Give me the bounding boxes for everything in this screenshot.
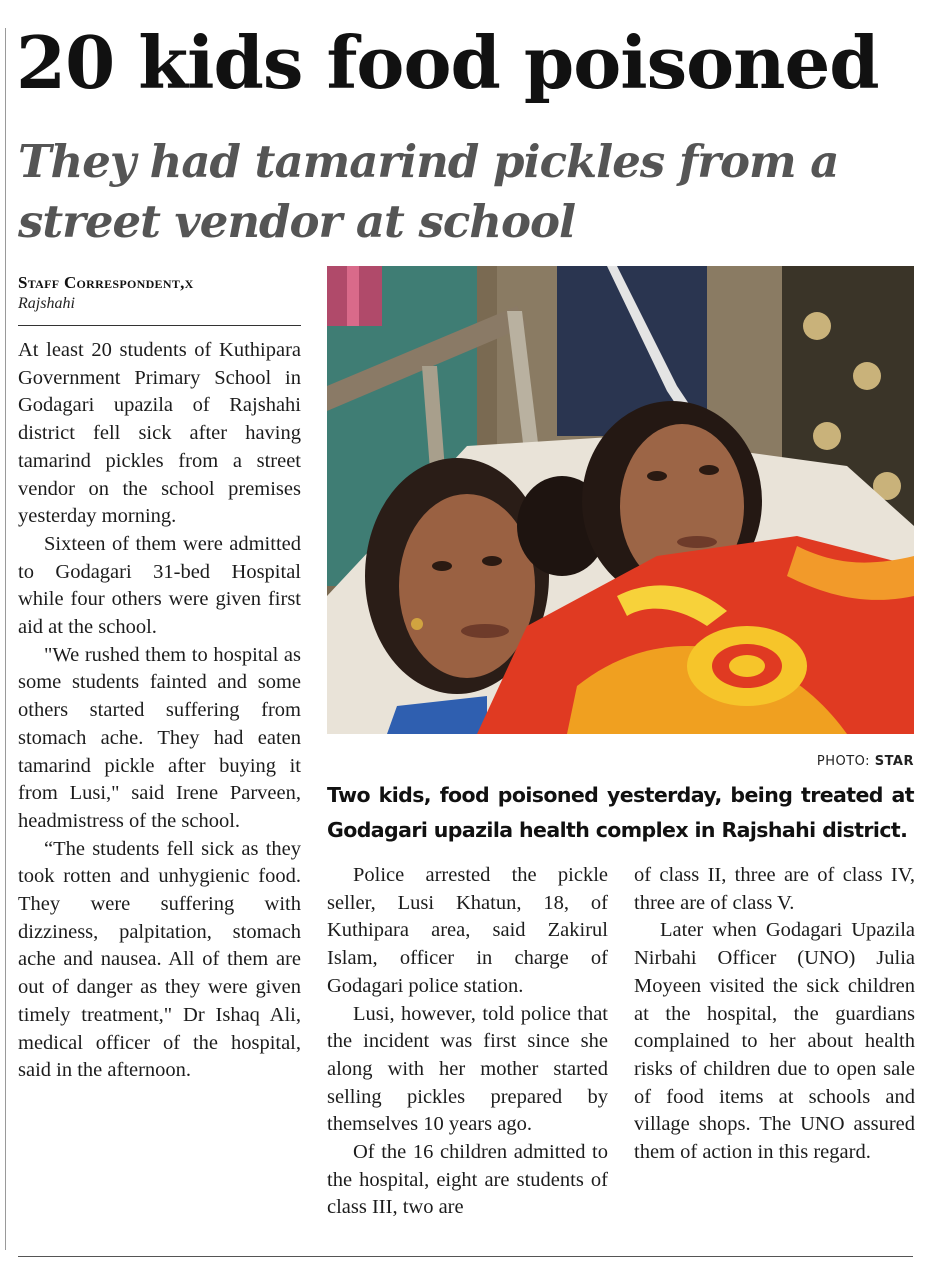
article-column-2	[327, 862, 608, 1222]
article-paragraph: At least 20 students of Kuthipara Government Primary School in Godagari upazila of Rajshahi district fell sick after having tamarind pickles from a street vendor on the school premises yesterday morning.	[18, 339, 301, 528]
article-column-1	[18, 337, 301, 1085]
photo-credit	[327, 754, 914, 769]
article-paragraph: Sixteen of them were admitted to Godagari 31-bed Hospital while four others were given first aid at the school.	[18, 532, 301, 639]
article-paragraph: “The students fell sick as they took rotten and unhygienic food. They were suffering with dizziness, palpitation, stomach ache and nausea. All of them are out of danger as they were given timely treatment," Dr Ishaq Ali, medical officer of the hospital, said in the afternoon.	[18, 837, 301, 1082]
news-photo	[327, 266, 914, 734]
photo-caption: Two kids, food poisoned yesterday, being treated at Godagari upazila health complex in Rajshahi district.	[327, 783, 914, 842]
article-column-3	[634, 862, 915, 1167]
byline-name: Staff Correspondent,x	[18, 273, 194, 292]
article-paragraph: Later when Godagari Upazila Nirbahi Officer (UNO) Julia Moyeen visited the sick children at the hospital, the guardians complained to her about health risks of children due to open sale of food items at schools and village shops. The UNO assured them of action in this regard.	[634, 919, 915, 1164]
left-column-rule	[5, 28, 6, 1250]
bottom-rule	[18, 1256, 913, 1257]
photo-credit-label: PHOTO:	[816, 754, 871, 769]
subheadline: They had tamarind pickles from a street vendor at school	[18, 135, 839, 248]
article-paragraph: Of the 16 children admitted to the hospital, eight are students of class III, two are	[327, 1141, 608, 1219]
byline-location: Rajshahi	[18, 295, 75, 312]
photo-credit-source: STAR	[874, 754, 914, 769]
byline	[18, 272, 303, 314]
article-paragraph: "We rushed them to hospital as some students fainted and some others started suffering from stomach ache. They had eaten tamarind pickle after buying it from Lusi," said Irene Parveen, headmistress of the school.	[18, 643, 301, 832]
byline-divider	[18, 325, 301, 326]
article-paragraph: Police arrested the pickle seller, Lusi Khatun, 18, of Kuthipara area, said Zakirul Islam, officer in charge of Godagari police station.	[327, 864, 608, 997]
headline: 20 kids food poisoned	[16, 20, 879, 105]
article-paragraph: Lusi, however, told police that the incident was first since she along with her mother started selling pickles prepared by themselves 10 years ago.	[327, 1002, 608, 1136]
article-paragraph: of class II, three are of class IV, three are of class V.	[634, 864, 915, 914]
